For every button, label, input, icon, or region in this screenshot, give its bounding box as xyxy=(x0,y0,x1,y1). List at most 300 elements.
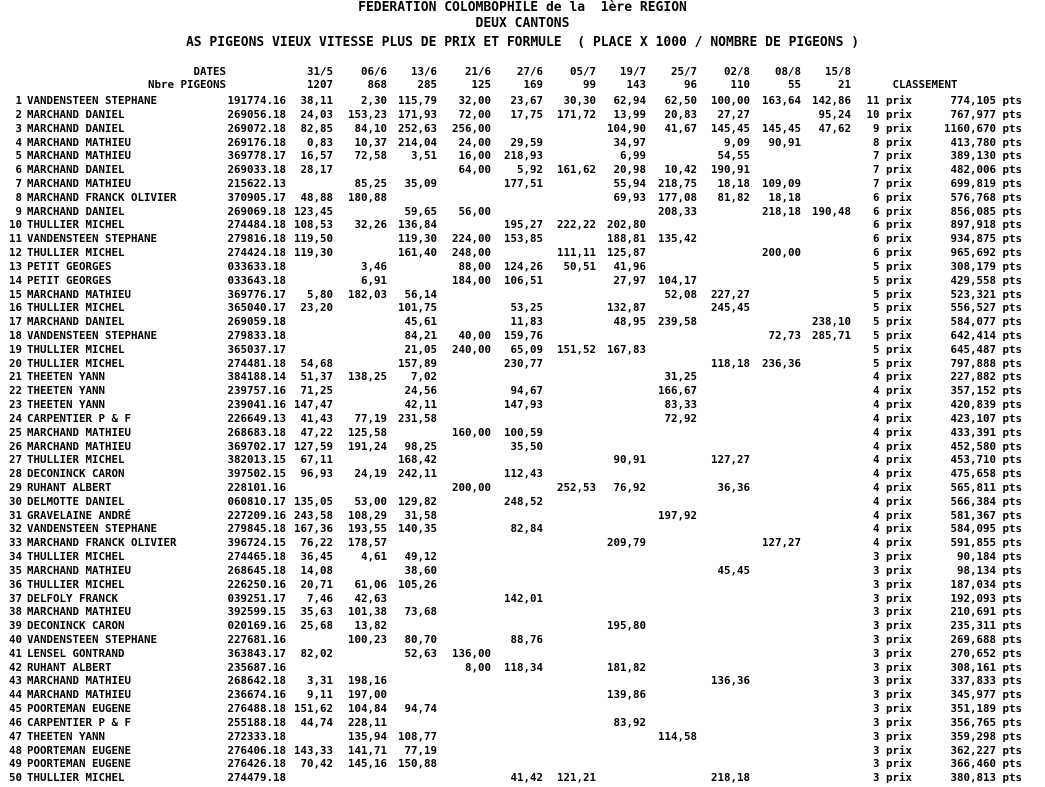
total-points: 389,130 pts xyxy=(950,149,1022,163)
pigeon-count: 96 xyxy=(683,78,697,91)
race-score: 141,71 xyxy=(347,743,387,757)
race-score: 197,92 xyxy=(657,508,697,522)
race-score: 214,04 xyxy=(397,135,437,149)
total-points: 366,460 pts xyxy=(950,757,1022,771)
race-score: 6,91 xyxy=(360,273,387,287)
dates-label: DATES xyxy=(193,65,226,78)
prize-count: 3 prix xyxy=(872,688,912,702)
race-score: 47,22 xyxy=(300,425,333,439)
race-score: 125,87 xyxy=(606,246,646,259)
race-score: 24,00 xyxy=(458,135,491,149)
owner-name: MARCHAND MATHIEU xyxy=(27,149,132,163)
race-score: 41,42 xyxy=(510,771,543,785)
race-score: 59,65 xyxy=(404,204,437,218)
rank: 41 xyxy=(8,646,22,660)
race-score: 51,37 xyxy=(300,370,333,384)
pigeon-count: 99 xyxy=(582,78,596,91)
total-points: 192,093 pts xyxy=(950,591,1022,605)
rank: 34 xyxy=(8,550,22,564)
rank: 27 xyxy=(8,453,22,467)
race-score: 177,08 xyxy=(657,190,697,204)
owner-name: MARCHAND DANIEL xyxy=(27,163,125,177)
owner-name: MARCHAND MATHIEU xyxy=(27,688,132,702)
race-score: 82,85 xyxy=(300,121,333,135)
prize-count: 4 prix xyxy=(872,370,912,384)
race-score: 4,61 xyxy=(360,550,387,564)
race-score: 145,16 xyxy=(347,757,387,771)
race-score: 41,43 xyxy=(300,411,333,425)
race-score: 38,60 xyxy=(404,563,437,577)
race-score: 178,57 xyxy=(347,536,387,550)
prize-count: 10 prix xyxy=(866,107,912,121)
rank: 38 xyxy=(8,605,22,619)
race-score: 161,62 xyxy=(556,163,596,177)
owner-name: THEETEN YANN xyxy=(27,370,106,384)
race-score: 27,27 xyxy=(717,107,750,121)
ring-number: 236674.16 xyxy=(227,688,286,702)
prize-count: 4 prix xyxy=(872,411,912,425)
rank: 6 xyxy=(15,163,22,177)
total-points: 797,888 pts xyxy=(950,356,1022,370)
ring-number: 363843.17 xyxy=(227,646,286,660)
ring-number: 274484.18 xyxy=(227,218,286,232)
ring-number: 279845.18 xyxy=(227,522,286,536)
race-score: 104,84 xyxy=(347,702,387,716)
race-score: 18,18 xyxy=(768,190,801,204)
total-points: 556,527 pts xyxy=(950,301,1022,315)
ring-number: 268683.18 xyxy=(227,425,286,439)
prize-count: 6 prix xyxy=(872,246,912,259)
total-points: 699,819 pts xyxy=(950,176,1022,190)
rank: 37 xyxy=(8,591,22,605)
race-score: 80,70 xyxy=(404,633,437,646)
race-score: 50,51 xyxy=(563,259,596,273)
race-score: 248,00 xyxy=(451,246,491,259)
total-points: 645,487 pts xyxy=(950,342,1022,356)
race-score: 35,50 xyxy=(510,439,543,453)
owner-name: THULLIER MICHEL xyxy=(27,218,125,232)
owner-name: THULLIER MICHEL xyxy=(27,771,125,785)
rank: 48 xyxy=(8,743,22,757)
prize-count: 3 prix xyxy=(872,550,912,564)
race-score: 252,53 xyxy=(556,481,596,494)
prize-count: 4 prix xyxy=(872,481,912,494)
date-header: 13/6 xyxy=(410,65,437,78)
total-points: 308,161 pts xyxy=(950,660,1022,674)
race-score: 136,36 xyxy=(710,674,750,688)
race-score: 119,50 xyxy=(293,232,333,246)
race-score: 88,00 xyxy=(458,259,491,273)
total-points: 210,691 pts xyxy=(950,605,1022,619)
race-score: 153,23 xyxy=(347,107,387,121)
rank: 45 xyxy=(8,702,22,716)
race-score: 147,93 xyxy=(503,398,543,411)
owner-name: THULLIER MICHEL xyxy=(27,301,125,315)
date-header: 25/7 xyxy=(670,65,697,78)
ring-number: 276426.18 xyxy=(227,757,286,771)
race-score: 10,37 xyxy=(354,135,387,149)
prize-count: 5 prix xyxy=(872,259,912,273)
race-score: 14,08 xyxy=(300,563,333,577)
race-score: 35,09 xyxy=(404,176,437,190)
race-score: 100,59 xyxy=(503,425,543,439)
ring-number: 365037.17 xyxy=(227,342,286,356)
prize-count: 3 prix xyxy=(872,633,912,646)
race-score: 85,25 xyxy=(354,176,387,190)
race-score: 127,59 xyxy=(293,439,333,453)
owner-name: VANDENSTEEN STEPHANE xyxy=(27,522,158,536)
prize-count: 11 prix xyxy=(866,94,912,107)
race-score: 94,67 xyxy=(510,384,543,398)
prize-count: 3 prix xyxy=(872,563,912,577)
owner-name: POORTEMAN EUGENE xyxy=(27,743,132,757)
prize-count: 3 prix xyxy=(872,729,912,743)
race-score: 7,02 xyxy=(410,370,437,384)
race-score: 24,56 xyxy=(404,384,437,398)
owner-name: LENSEL GONTRAND xyxy=(27,646,125,660)
total-points: 362,227 pts xyxy=(950,743,1022,757)
race-score: 62,50 xyxy=(664,94,697,107)
rank: 39 xyxy=(8,619,22,633)
total-points: 774,105 pts xyxy=(950,94,1022,107)
race-score: 88,76 xyxy=(510,633,543,646)
race-score: 136,00 xyxy=(451,646,491,660)
race-score: 10,42 xyxy=(664,163,697,177)
race-score: 245,45 xyxy=(710,301,750,315)
rank: 46 xyxy=(8,715,22,729)
ring-number: 369776.17 xyxy=(227,287,286,301)
ring-number: 370905.17 xyxy=(227,190,286,204)
race-score: 72,58 xyxy=(354,149,387,163)
race-score: 83,33 xyxy=(664,398,697,411)
rank: 24 xyxy=(8,411,22,425)
total-points: 591,855 pts xyxy=(950,536,1022,550)
date-header: 27/6 xyxy=(516,65,543,78)
race-score: 159,76 xyxy=(503,328,543,342)
total-points: 566,384 pts xyxy=(950,494,1022,508)
prize-count: 4 prix xyxy=(872,384,912,398)
race-score: 3,46 xyxy=(360,259,387,273)
ring-number: 239041.16 xyxy=(227,398,286,411)
race-score: 231,58 xyxy=(397,411,437,425)
total-points: 90,184 pts xyxy=(956,550,1022,564)
race-score: 248,52 xyxy=(503,494,543,508)
owner-name: POORTEMAN EUGENE xyxy=(27,702,132,716)
prize-count: 5 prix xyxy=(872,328,912,342)
owner-name: THULLIER MICHEL xyxy=(27,550,125,564)
ring-number: 274465.18 xyxy=(227,550,286,564)
rank: 50 xyxy=(8,771,22,785)
race-score: 96,93 xyxy=(300,467,333,481)
race-score: 123,45 xyxy=(293,204,333,218)
race-score: 236,36 xyxy=(761,356,801,370)
race-score: 3,51 xyxy=(410,149,437,163)
race-score: 218,18 xyxy=(710,771,750,785)
race-score: 31,58 xyxy=(404,508,437,522)
total-points: 475,658 pts xyxy=(950,467,1022,481)
pigeon-count: 55 xyxy=(787,78,801,91)
rank: 25 xyxy=(8,425,22,439)
ring-number: 020169.16 xyxy=(227,619,286,633)
race-score: 135,42 xyxy=(657,232,697,246)
race-score: 238,10 xyxy=(811,315,851,329)
race-score: 42,63 xyxy=(354,591,387,605)
race-score: 115,79 xyxy=(397,94,437,107)
race-score: 9,11 xyxy=(306,688,333,702)
race-score: 140,35 xyxy=(397,522,437,536)
owner-name: MARCHAND FRANCK OLIVIER xyxy=(27,190,177,204)
prize-count: 3 prix xyxy=(872,605,912,619)
race-score: 5,92 xyxy=(516,163,543,177)
total-points: 584,095 pts xyxy=(950,522,1022,536)
ring-number: 191774.16 xyxy=(227,94,286,107)
classement-label: CLASSEMENT xyxy=(892,78,958,91)
race-score: 252,63 xyxy=(397,121,437,135)
ring-number: 269059.18 xyxy=(227,315,286,329)
owner-name: THEETEN YANN xyxy=(27,398,106,411)
report-title: AS PIGEONS VIEUX VITESSE PLUS DE PRIX ET FORMULE ( PLACE X 1000 / NOMBRE DE PIGEONS ) xyxy=(185,35,860,50)
race-score: 150,88 xyxy=(397,757,437,771)
total-points: 356,765 pts xyxy=(950,715,1022,729)
rank: 18 xyxy=(8,328,22,342)
prize-count: 6 prix xyxy=(872,218,912,232)
race-score: 182,03 xyxy=(347,287,387,301)
ring-number: 279816.18 xyxy=(227,232,286,246)
owner-name: VANDENSTEEN STEPHANE xyxy=(27,94,158,107)
race-score: 24,03 xyxy=(300,107,333,121)
pigeon-count: 21 xyxy=(837,78,851,91)
cantons-title: DEUX CANTONS xyxy=(475,16,570,31)
prize-count: 4 prix xyxy=(872,508,912,522)
rank: 10 xyxy=(8,218,22,232)
race-score: 35,63 xyxy=(300,605,333,619)
race-score: 157,89 xyxy=(397,356,437,370)
prize-count: 3 prix xyxy=(872,646,912,660)
race-score: 48,95 xyxy=(613,315,646,329)
prize-count: 3 prix xyxy=(872,757,912,771)
race-score: 240,00 xyxy=(451,342,491,356)
race-score: 218,75 xyxy=(657,176,697,190)
total-points: 433,391 pts xyxy=(950,425,1022,439)
owner-name: PETIT GEORGES xyxy=(27,259,112,273)
prize-count: 9 prix xyxy=(872,121,912,135)
total-points: 453,710 pts xyxy=(950,453,1022,467)
race-score: 224,00 xyxy=(451,232,491,246)
rank: 11 xyxy=(8,232,22,246)
race-score: 49,12 xyxy=(404,550,437,564)
rank: 4 xyxy=(15,135,22,149)
race-score: 83,92 xyxy=(613,715,646,729)
race-score: 125,58 xyxy=(347,425,387,439)
race-score: 24,19 xyxy=(354,467,387,481)
total-points: 897,918 pts xyxy=(950,218,1022,232)
owner-name: MARCHAND MATHIEU xyxy=(27,439,132,453)
race-score: 3,31 xyxy=(306,674,333,688)
race-score: 56,00 xyxy=(458,204,491,218)
ring-number: 255188.18 xyxy=(227,715,286,729)
owner-name: DECONINCK CARON xyxy=(27,467,125,481)
race-score: 256,00 xyxy=(451,121,491,135)
race-score: 53,25 xyxy=(510,301,543,315)
owner-name: RUHANT ALBERT xyxy=(27,660,112,674)
prize-count: 3 prix xyxy=(872,591,912,605)
rank: 13 xyxy=(8,259,22,273)
race-score: 184,00 xyxy=(451,273,491,287)
race-score: 230,77 xyxy=(503,356,543,370)
rank: 29 xyxy=(8,481,22,494)
owner-name: CARPENTIER P & F xyxy=(27,715,132,729)
prize-count: 3 prix xyxy=(872,743,912,757)
owner-name: THULLIER MICHEL xyxy=(27,453,125,467)
race-score: 36,36 xyxy=(717,481,750,494)
ring-number: 274479.18 xyxy=(227,771,286,785)
prize-count: 5 prix xyxy=(872,356,912,370)
owner-name: RUHANT ALBERT xyxy=(27,481,112,494)
race-score: 160,00 xyxy=(451,425,491,439)
owner-name: MARCHAND DANIEL xyxy=(27,121,125,135)
race-score: 177,51 xyxy=(503,176,543,190)
prize-count: 4 prix xyxy=(872,536,912,550)
rank: 23 xyxy=(8,398,22,411)
ring-number: 272333.18 xyxy=(227,729,286,743)
prize-count: 7 prix xyxy=(872,176,912,190)
ring-number: 033643.18 xyxy=(227,273,286,287)
race-score: 180,88 xyxy=(347,190,387,204)
prize-count: 5 prix xyxy=(872,287,912,301)
race-score: 239,58 xyxy=(657,315,697,329)
total-points: 357,152 pts xyxy=(950,384,1022,398)
race-score: 151,52 xyxy=(556,342,596,356)
race-score: 190,48 xyxy=(811,204,851,218)
race-score: 163,64 xyxy=(761,94,801,107)
race-score: 104,90 xyxy=(606,121,646,135)
rank: 22 xyxy=(8,384,22,398)
prize-count: 3 prix xyxy=(872,771,912,785)
race-score: 71,25 xyxy=(300,384,333,398)
race-score: 127,27 xyxy=(761,536,801,550)
prize-count: 4 prix xyxy=(872,522,912,536)
pigeon-count: 125 xyxy=(471,78,491,91)
owner-name: DELFOLY FRANCK xyxy=(27,591,119,605)
race-score: 147,47 xyxy=(293,398,333,411)
total-points: 235,311 pts xyxy=(950,619,1022,633)
race-score: 72,00 xyxy=(458,107,491,121)
race-score: 100,23 xyxy=(347,633,387,646)
prize-count: 4 prix xyxy=(872,398,912,411)
rank: 33 xyxy=(8,536,22,550)
race-score: 56,14 xyxy=(404,287,437,301)
race-score: 52,63 xyxy=(404,646,437,660)
race-score: 114,58 xyxy=(657,729,697,743)
date-header: 06/6 xyxy=(360,65,387,78)
ring-number: 269072.18 xyxy=(227,121,286,135)
prize-count: 5 prix xyxy=(872,273,912,287)
race-score: 72,92 xyxy=(664,411,697,425)
rank: 43 xyxy=(8,674,22,688)
rank: 30 xyxy=(8,494,22,508)
rank: 8 xyxy=(15,190,22,204)
ring-number: 039251.17 xyxy=(227,591,286,605)
race-score: 5,80 xyxy=(306,287,333,301)
race-score: 54,68 xyxy=(300,356,333,370)
prize-count: 4 prix xyxy=(872,425,912,439)
race-score: 90,91 xyxy=(613,453,646,467)
prize-count: 4 prix xyxy=(872,494,912,508)
race-score: 119,30 xyxy=(293,246,333,259)
ring-number: 384188.14 xyxy=(227,370,286,384)
race-score: 64,00 xyxy=(458,163,491,177)
race-score: 166,67 xyxy=(657,384,697,398)
race-score: 208,33 xyxy=(657,204,697,218)
ring-number: 274481.18 xyxy=(227,356,286,370)
total-points: 308,179 pts xyxy=(950,259,1022,273)
ring-number: 228101.16 xyxy=(227,481,286,494)
ring-number: 396724.15 xyxy=(227,536,286,550)
prize-count: 4 prix xyxy=(872,439,912,453)
race-score: 108,77 xyxy=(397,729,437,743)
rank: 36 xyxy=(8,577,22,591)
pigeon-count: 868 xyxy=(367,78,387,91)
ring-number: 269069.18 xyxy=(227,204,286,218)
ring-number: 060810.17 xyxy=(227,494,286,508)
ring-number: 269033.18 xyxy=(227,163,286,177)
total-points: 423,107 pts xyxy=(950,411,1022,425)
race-score: 138,25 xyxy=(347,370,387,384)
race-score: 41,96 xyxy=(613,259,646,273)
owner-name: MARCHAND DANIEL xyxy=(27,315,125,329)
owner-name: MARCHAND DANIEL xyxy=(27,107,125,121)
race-score: 202,80 xyxy=(606,218,646,232)
race-score: 13,99 xyxy=(613,107,646,121)
race-score: 72,73 xyxy=(768,328,801,342)
race-score: 101,75 xyxy=(397,301,437,315)
race-score: 106,51 xyxy=(503,273,543,287)
prize-count: 3 prix xyxy=(872,660,912,674)
rank: 9 xyxy=(15,204,22,218)
total-points: 965,692 pts xyxy=(950,246,1022,259)
ring-number: 226250.16 xyxy=(227,577,286,591)
total-points: 359,298 pts xyxy=(950,729,1022,743)
ring-number: 227209.16 xyxy=(227,508,286,522)
ring-number: 268645.18 xyxy=(227,563,286,577)
prize-count: 6 prix xyxy=(872,204,912,218)
prize-count: 3 prix xyxy=(872,702,912,716)
owner-name: THEETEN YANN xyxy=(27,384,106,398)
race-score: 30,30 xyxy=(563,94,596,107)
race-score: 222,22 xyxy=(556,218,596,232)
total-points: 767,977 pts xyxy=(950,107,1022,121)
race-score: 153,85 xyxy=(503,232,543,246)
race-score: 45,45 xyxy=(717,563,750,577)
race-score: 112,43 xyxy=(503,467,543,481)
total-points: 351,189 pts xyxy=(950,702,1022,716)
owner-name: DELMOTTE DANIEL xyxy=(27,494,125,508)
race-score: 25,68 xyxy=(300,619,333,633)
rank: 42 xyxy=(8,660,22,674)
total-points: 420,839 pts xyxy=(950,398,1022,411)
race-score: 132,87 xyxy=(606,301,646,315)
prize-count: 5 prix xyxy=(872,301,912,315)
owner-name: VANDENSTEEN STEPHANE xyxy=(27,633,158,646)
race-score: 198,16 xyxy=(347,674,387,688)
rank: 16 xyxy=(8,301,22,315)
race-score: 209,79 xyxy=(606,536,646,550)
prize-count: 6 prix xyxy=(872,232,912,246)
race-score: 143,33 xyxy=(293,743,333,757)
owner-name: MARCHAND MATHIEU xyxy=(27,135,132,149)
race-score: 13,82 xyxy=(354,619,387,633)
race-score: 200,00 xyxy=(451,481,491,494)
